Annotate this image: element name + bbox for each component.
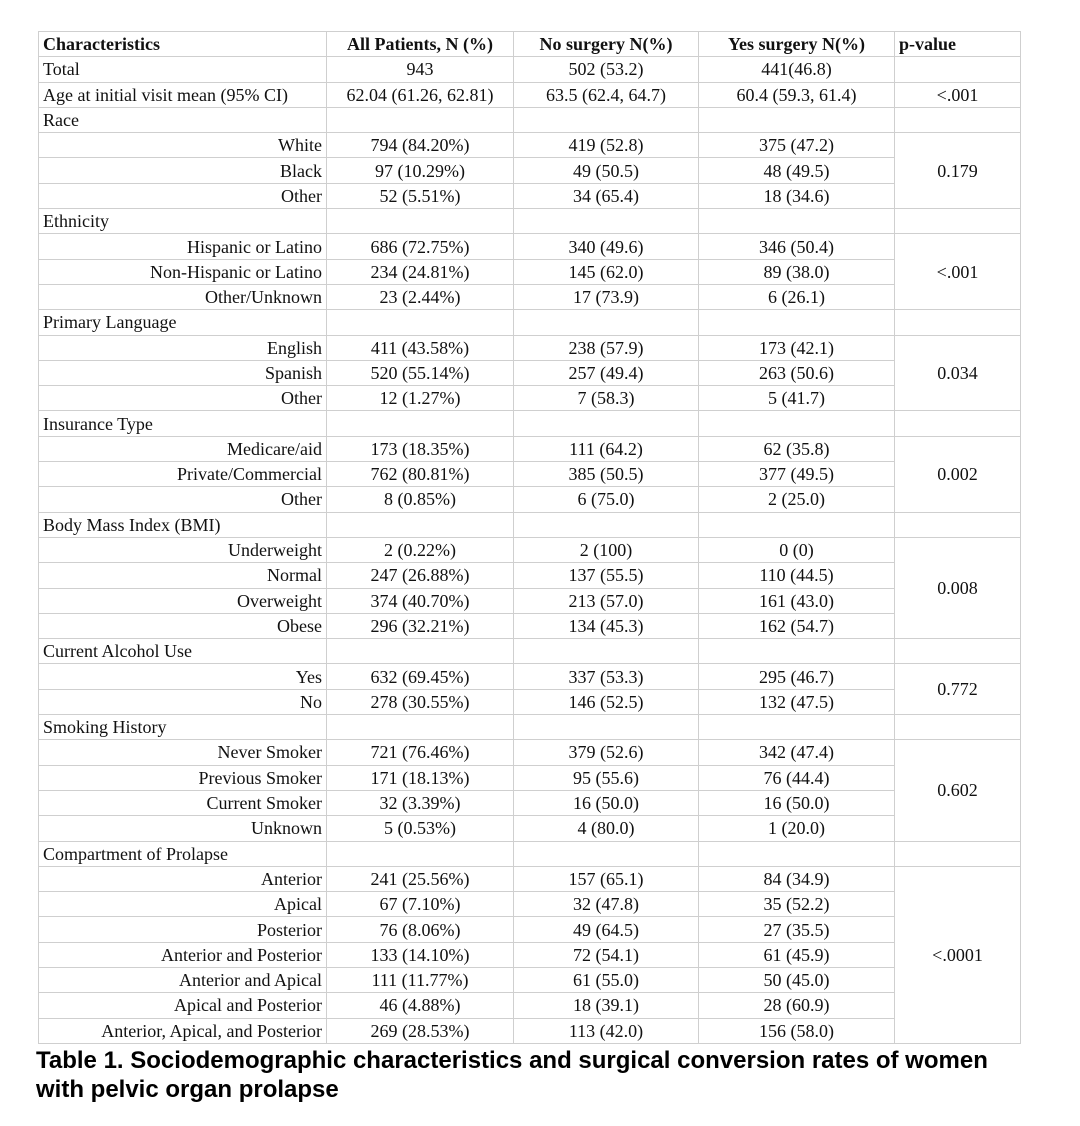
yes-surgery-cell: 346 (50.4) bbox=[699, 234, 895, 259]
empty-cell bbox=[699, 411, 895, 436]
yes-surgery-cell: 61 (45.9) bbox=[699, 942, 895, 967]
empty-cell bbox=[327, 310, 514, 335]
row-label: Anterior, Apical, and Posterior bbox=[39, 1018, 327, 1043]
no-surgery-cell: 49 (50.5) bbox=[514, 158, 699, 183]
table-row bbox=[39, 892, 1021, 917]
no-surgery-cell: 2 (100) bbox=[514, 537, 699, 562]
group-p-value: 0.008 bbox=[895, 537, 1021, 638]
all-patients-cell: 171 (18.13%) bbox=[327, 765, 514, 790]
table-row bbox=[39, 133, 1021, 158]
all-patients-cell: 794 (84.20%) bbox=[327, 133, 514, 158]
yes-surgery-cell: 132 (47.5) bbox=[699, 689, 895, 714]
empty-cell bbox=[699, 639, 895, 664]
no-surgery-cell: 7 (58.3) bbox=[514, 386, 699, 411]
yes-surgery-cell: 375 (47.2) bbox=[699, 133, 895, 158]
row-label: Current Smoker bbox=[39, 790, 327, 815]
group-title: Insurance Type bbox=[39, 411, 327, 436]
empty-cell bbox=[895, 639, 1021, 664]
table-row bbox=[39, 537, 1021, 562]
table-row bbox=[39, 993, 1021, 1018]
all-patients-cell: 234 (24.81%) bbox=[327, 259, 514, 284]
row-label: Anterior and Posterior bbox=[39, 942, 327, 967]
yes-surgery-cell: 1 (20.0) bbox=[699, 816, 895, 841]
yes-surgery-cell: 28 (60.9) bbox=[699, 993, 895, 1018]
yes-surgery-cell: 295 (46.7) bbox=[699, 664, 895, 689]
row-label: No bbox=[39, 689, 327, 714]
no-surgery-cell: 72 (54.1) bbox=[514, 942, 699, 967]
table-row bbox=[39, 942, 1021, 967]
age-label: Age at initial visit mean (95% CI) bbox=[39, 82, 327, 107]
header-row bbox=[39, 32, 1021, 57]
empty-cell bbox=[327, 639, 514, 664]
yes-surgery-cell: 173 (42.1) bbox=[699, 335, 895, 360]
table-row bbox=[39, 613, 1021, 638]
empty-cell bbox=[895, 411, 1021, 436]
all-patients-cell: 32 (3.39%) bbox=[327, 790, 514, 815]
header-all-patients: All Patients, N (%) bbox=[327, 32, 514, 57]
row-label: Other/Unknown bbox=[39, 284, 327, 309]
age-row bbox=[39, 82, 1021, 107]
no-surgery-cell: 137 (55.5) bbox=[514, 563, 699, 588]
empty-cell bbox=[514, 310, 699, 335]
yes-surgery-cell: 263 (50.6) bbox=[699, 360, 895, 385]
yes-surgery-cell: 5 (41.7) bbox=[699, 386, 895, 411]
table-row bbox=[39, 360, 1021, 385]
empty-cell bbox=[895, 841, 1021, 866]
group-header-row bbox=[39, 639, 1021, 664]
group-title: Smoking History bbox=[39, 715, 327, 740]
row-label: Unknown bbox=[39, 816, 327, 841]
row-label: Yes bbox=[39, 664, 327, 689]
all-patients-cell: 12 (1.27%) bbox=[327, 386, 514, 411]
group-p-value: <.0001 bbox=[895, 866, 1021, 1043]
row-label: Other bbox=[39, 386, 327, 411]
row-label: Apical bbox=[39, 892, 327, 917]
yes-surgery-cell: 161 (43.0) bbox=[699, 588, 895, 613]
table-row bbox=[39, 436, 1021, 461]
age-p-value: <.001 bbox=[895, 82, 1021, 107]
empty-cell bbox=[327, 411, 514, 436]
table-row bbox=[39, 284, 1021, 309]
group-header-row bbox=[39, 715, 1021, 740]
row-label: English bbox=[39, 335, 327, 360]
yes-surgery-cell: 35 (52.2) bbox=[699, 892, 895, 917]
no-surgery-cell: 18 (39.1) bbox=[514, 993, 699, 1018]
yes-surgery-cell: 50 (45.0) bbox=[699, 967, 895, 992]
characteristics-table bbox=[38, 31, 1021, 1044]
age-all: 62.04 (61.26, 62.81) bbox=[327, 82, 514, 107]
table-row bbox=[39, 335, 1021, 360]
row-label: Posterior bbox=[39, 917, 327, 942]
empty-cell bbox=[699, 512, 895, 537]
yes-surgery-cell: 342 (47.4) bbox=[699, 740, 895, 765]
table-row bbox=[39, 588, 1021, 613]
yes-surgery-cell: 84 (34.9) bbox=[699, 866, 895, 891]
yes-surgery-cell: 76 (44.4) bbox=[699, 765, 895, 790]
group-title: Body Mass Index (BMI) bbox=[39, 512, 327, 537]
no-surgery-cell: 4 (80.0) bbox=[514, 816, 699, 841]
row-label: Other bbox=[39, 487, 327, 512]
group-header-row bbox=[39, 512, 1021, 537]
no-surgery-cell: 49 (64.5) bbox=[514, 917, 699, 942]
table-row bbox=[39, 234, 1021, 259]
group-header-row bbox=[39, 841, 1021, 866]
row-label: Medicare/aid bbox=[39, 436, 327, 461]
all-patients-cell: 411 (43.58%) bbox=[327, 335, 514, 360]
all-patients-cell: 247 (26.88%) bbox=[327, 563, 514, 588]
age-no: 63.5 (62.4, 64.7) bbox=[514, 82, 699, 107]
age-yes: 60.4 (59.3, 61.4) bbox=[699, 82, 895, 107]
group-title: Race bbox=[39, 107, 327, 132]
table-row bbox=[39, 1018, 1021, 1043]
all-patients-cell: 52 (5.51%) bbox=[327, 183, 514, 208]
row-label: Obese bbox=[39, 613, 327, 638]
row-label: Previous Smoker bbox=[39, 765, 327, 790]
empty-cell bbox=[895, 209, 1021, 234]
row-label: Other bbox=[39, 183, 327, 208]
table-row bbox=[39, 487, 1021, 512]
table-row bbox=[39, 158, 1021, 183]
yes-surgery-cell: 162 (54.7) bbox=[699, 613, 895, 638]
header-yes-surgery: Yes surgery N(%) bbox=[699, 32, 895, 57]
all-patients-cell: 762 (80.81%) bbox=[327, 462, 514, 487]
all-patients-cell: 296 (32.21%) bbox=[327, 613, 514, 638]
empty-cell bbox=[699, 107, 895, 132]
empty-cell bbox=[327, 715, 514, 740]
group-p-value: <.001 bbox=[895, 234, 1021, 310]
group-p-value: 0.179 bbox=[895, 133, 1021, 209]
yes-surgery-cell: 18 (34.6) bbox=[699, 183, 895, 208]
all-patients-cell: 721 (76.46%) bbox=[327, 740, 514, 765]
group-p-value: 0.602 bbox=[895, 740, 1021, 841]
all-patients-cell: 269 (28.53%) bbox=[327, 1018, 514, 1043]
all-patients-cell: 67 (7.10%) bbox=[327, 892, 514, 917]
empty-cell bbox=[514, 841, 699, 866]
table-row bbox=[39, 816, 1021, 841]
empty-cell bbox=[327, 107, 514, 132]
no-surgery-cell: 16 (50.0) bbox=[514, 790, 699, 815]
total-all: 943 bbox=[327, 57, 514, 82]
header-p-value: p-value bbox=[895, 32, 1021, 57]
no-surgery-cell: 6 (75.0) bbox=[514, 487, 699, 512]
group-header-row bbox=[39, 209, 1021, 234]
group-title: Primary Language bbox=[39, 310, 327, 335]
no-surgery-cell: 213 (57.0) bbox=[514, 588, 699, 613]
group-title: Current Alcohol Use bbox=[39, 639, 327, 664]
empty-cell bbox=[895, 512, 1021, 537]
all-patients-cell: 5 (0.53%) bbox=[327, 816, 514, 841]
total-label: Total bbox=[39, 57, 327, 82]
yes-surgery-cell: 6 (26.1) bbox=[699, 284, 895, 309]
row-label: Overweight bbox=[39, 588, 327, 613]
empty-cell bbox=[514, 715, 699, 740]
no-surgery-cell: 32 (47.8) bbox=[514, 892, 699, 917]
no-surgery-cell: 134 (45.3) bbox=[514, 613, 699, 638]
all-patients-cell: 278 (30.55%) bbox=[327, 689, 514, 714]
yes-surgery-cell: 89 (38.0) bbox=[699, 259, 895, 284]
empty-cell bbox=[699, 209, 895, 234]
yes-surgery-cell: 377 (49.5) bbox=[699, 462, 895, 487]
all-patients-cell: 632 (69.45%) bbox=[327, 664, 514, 689]
all-patients-cell: 133 (14.10%) bbox=[327, 942, 514, 967]
group-header-row bbox=[39, 411, 1021, 436]
no-surgery-cell: 111 (64.2) bbox=[514, 436, 699, 461]
all-patients-cell: 520 (55.14%) bbox=[327, 360, 514, 385]
table-row bbox=[39, 790, 1021, 815]
no-surgery-cell: 146 (52.5) bbox=[514, 689, 699, 714]
table-row bbox=[39, 689, 1021, 714]
yes-surgery-cell: 0 (0) bbox=[699, 537, 895, 562]
table-row bbox=[39, 664, 1021, 689]
no-surgery-cell: 61 (55.0) bbox=[514, 967, 699, 992]
empty-cell bbox=[895, 107, 1021, 132]
empty-cell bbox=[514, 639, 699, 664]
all-patients-cell: 173 (18.35%) bbox=[327, 436, 514, 461]
header-characteristics: Characteristics bbox=[39, 32, 327, 57]
total-row bbox=[39, 57, 1021, 82]
row-label: Private/Commercial bbox=[39, 462, 327, 487]
no-surgery-cell: 379 (52.6) bbox=[514, 740, 699, 765]
group-title: Ethnicity bbox=[39, 209, 327, 234]
group-title: Compartment of Prolapse bbox=[39, 841, 327, 866]
no-surgery-cell: 34 (65.4) bbox=[514, 183, 699, 208]
empty-cell bbox=[514, 411, 699, 436]
row-label: Apical and Posterior bbox=[39, 993, 327, 1018]
empty-cell bbox=[514, 209, 699, 234]
no-surgery-cell: 145 (62.0) bbox=[514, 259, 699, 284]
all-patients-cell: 46 (4.88%) bbox=[327, 993, 514, 1018]
table-row bbox=[39, 765, 1021, 790]
row-label: Non-Hispanic or Latino bbox=[39, 259, 327, 284]
empty-cell bbox=[327, 512, 514, 537]
yes-surgery-cell: 62 (35.8) bbox=[699, 436, 895, 461]
row-label: Black bbox=[39, 158, 327, 183]
all-patients-cell: 111 (11.77%) bbox=[327, 967, 514, 992]
empty-cell bbox=[514, 512, 699, 537]
no-surgery-cell: 238 (57.9) bbox=[514, 335, 699, 360]
header-no-surgery: No surgery N(%) bbox=[514, 32, 699, 57]
all-patients-cell: 76 (8.06%) bbox=[327, 917, 514, 942]
no-surgery-cell: 17 (73.9) bbox=[514, 284, 699, 309]
no-surgery-cell: 95 (55.6) bbox=[514, 765, 699, 790]
group-p-value: 0.034 bbox=[895, 335, 1021, 411]
all-patients-cell: 374 (40.70%) bbox=[327, 588, 514, 613]
table-row bbox=[39, 917, 1021, 942]
no-surgery-cell: 419 (52.8) bbox=[514, 133, 699, 158]
table-row bbox=[39, 386, 1021, 411]
empty-cell bbox=[895, 310, 1021, 335]
table-row bbox=[39, 183, 1021, 208]
yes-surgery-cell: 110 (44.5) bbox=[699, 563, 895, 588]
empty-cell bbox=[699, 841, 895, 866]
group-p-value: 0.772 bbox=[895, 664, 1021, 715]
table-body bbox=[39, 32, 1021, 1044]
yes-surgery-cell: 2 (25.0) bbox=[699, 487, 895, 512]
table-row bbox=[39, 462, 1021, 487]
group-p-value: 0.002 bbox=[895, 436, 1021, 512]
empty-cell bbox=[514, 107, 699, 132]
yes-surgery-cell: 156 (58.0) bbox=[699, 1018, 895, 1043]
row-label: Anterior bbox=[39, 866, 327, 891]
empty-cell bbox=[327, 209, 514, 234]
table-caption: Table 1. Sociodemographic characteristics and surgical conversion rates of women with pelvic organ prolapse bbox=[36, 1047, 988, 1103]
total-p-value bbox=[895, 57, 1021, 82]
total-yes: 441(46.8) bbox=[699, 57, 895, 82]
table-row bbox=[39, 967, 1021, 992]
total-no: 502 (53.2) bbox=[514, 57, 699, 82]
empty-cell bbox=[327, 841, 514, 866]
all-patients-cell: 241 (25.56%) bbox=[327, 866, 514, 891]
no-surgery-cell: 337 (53.3) bbox=[514, 664, 699, 689]
table-row bbox=[39, 740, 1021, 765]
row-label: Spanish bbox=[39, 360, 327, 385]
table-row bbox=[39, 259, 1021, 284]
table-row bbox=[39, 563, 1021, 588]
empty-cell bbox=[699, 310, 895, 335]
no-surgery-cell: 113 (42.0) bbox=[514, 1018, 699, 1043]
row-label: Underweight bbox=[39, 537, 327, 562]
row-label: White bbox=[39, 133, 327, 158]
row-label: Anterior and Apical bbox=[39, 967, 327, 992]
row-label: Never Smoker bbox=[39, 740, 327, 765]
table-row bbox=[39, 866, 1021, 891]
yes-surgery-cell: 16 (50.0) bbox=[699, 790, 895, 815]
no-surgery-cell: 157 (65.1) bbox=[514, 866, 699, 891]
group-header-row bbox=[39, 310, 1021, 335]
all-patients-cell: 97 (10.29%) bbox=[327, 158, 514, 183]
no-surgery-cell: 340 (49.6) bbox=[514, 234, 699, 259]
row-label: Hispanic or Latino bbox=[39, 234, 327, 259]
group-header-row bbox=[39, 107, 1021, 132]
yes-surgery-cell: 48 (49.5) bbox=[699, 158, 895, 183]
empty-cell bbox=[699, 715, 895, 740]
yes-surgery-cell: 27 (35.5) bbox=[699, 917, 895, 942]
all-patients-cell: 8 (0.85%) bbox=[327, 487, 514, 512]
all-patients-cell: 686 (72.75%) bbox=[327, 234, 514, 259]
all-patients-cell: 23 (2.44%) bbox=[327, 284, 514, 309]
all-patients-cell: 2 (0.22%) bbox=[327, 537, 514, 562]
no-surgery-cell: 385 (50.5) bbox=[514, 462, 699, 487]
no-surgery-cell: 257 (49.4) bbox=[514, 360, 699, 385]
row-label: Normal bbox=[39, 563, 327, 588]
empty-cell bbox=[895, 715, 1021, 740]
